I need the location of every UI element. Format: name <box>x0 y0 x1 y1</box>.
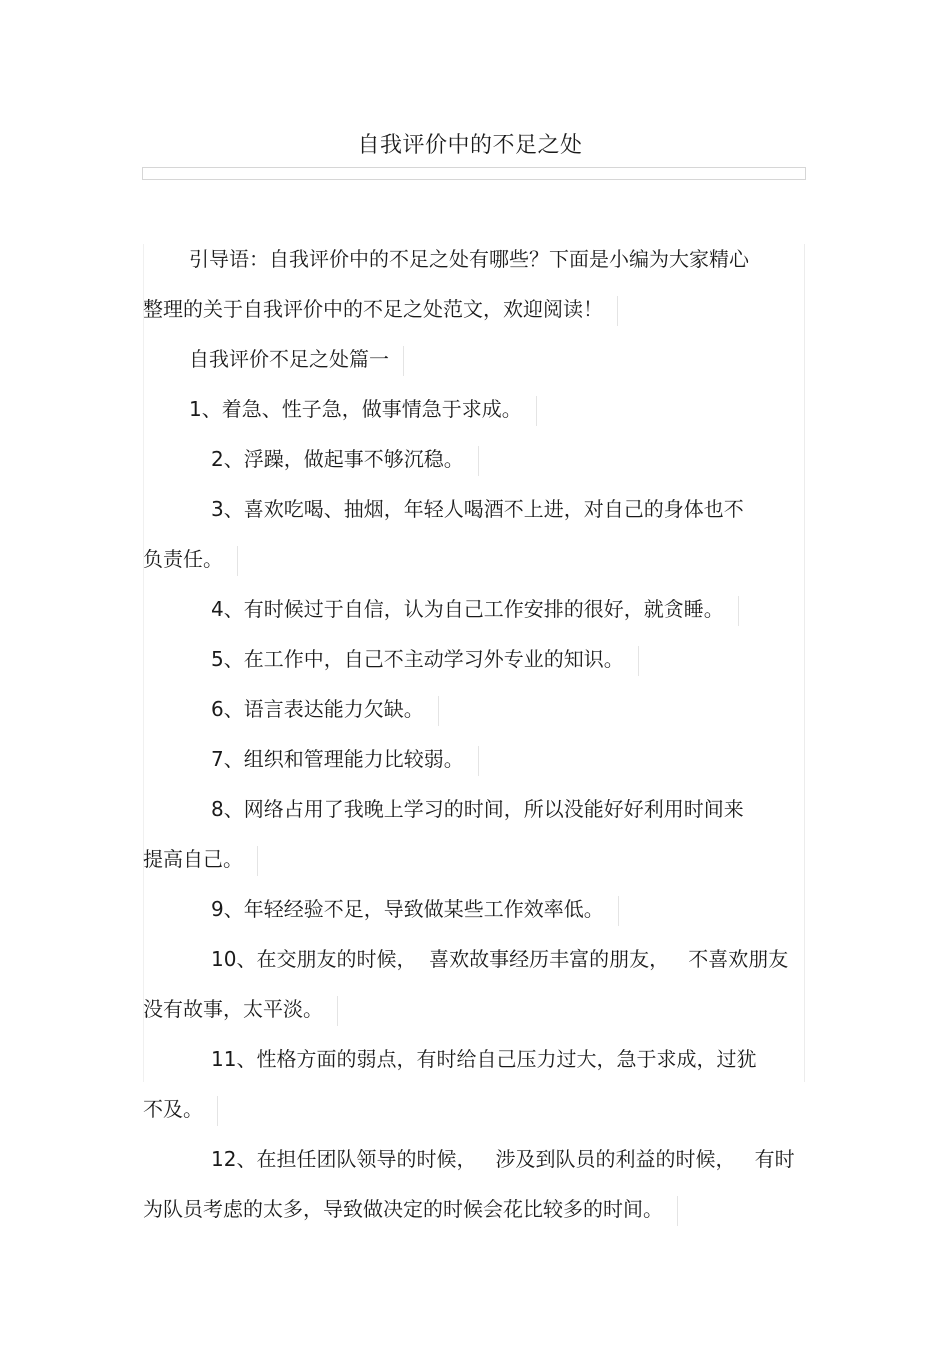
section-heading-text: 自我评价不足之处篇一 <box>189 347 389 371</box>
list-item <box>143 1034 806 1134</box>
list-item-text: 3、喜欢吃喝、抽烟，年轻人喝酒不上进，对自己的身体也不 <box>211 497 744 521</box>
document-title: 自我评价中的不足之处 <box>357 133 583 158</box>
intro-line-2: 整理的关于自我评价中的不足之处范文，欢迎阅读！ <box>143 297 603 321</box>
list-item-text: 2、浮躁，做起事不够沉稳。 <box>211 447 464 471</box>
list-item <box>143 484 806 584</box>
list-item-text: 4、有时候过于自信，认为自己工作安排的很好，就贪睡。 <box>211 597 724 621</box>
list-item <box>143 384 806 434</box>
list-item <box>143 1134 806 1234</box>
title-divider <box>142 167 806 180</box>
list-item <box>143 584 806 634</box>
list-item-text: 8、网络占用了我晚上学习的时间，所以没能好好利用时间来 <box>211 797 744 821</box>
list-item <box>143 784 806 884</box>
list-item <box>143 434 806 484</box>
list-item-text: 12、在担任团队领导的时候， 涉及到队员的利益的时候， 有时 <box>211 1147 795 1171</box>
list-item-text: 9、年轻经验不足，导致做某些工作效率低。 <box>211 897 604 921</box>
list-item <box>143 684 806 734</box>
list-item-text: 11、性格方面的弱点，有时给自己压力过大，急于求成，过犹 <box>211 1047 757 1071</box>
list-item-text: 6、语言表达能力欠缺。 <box>211 697 424 721</box>
document-body <box>143 234 806 1234</box>
list-item-text: 10、在交朋友的时候， 喜欢故事经历丰富的朋友， 不喜欢朋友 <box>211 947 789 971</box>
list-item <box>143 884 806 934</box>
list-item-continuation: 为队员考虑的太多，导致做决定的时候会花比较多的时间。 <box>143 1197 663 1221</box>
list-item-continuation: 没有故事，太平淡。 <box>143 997 323 1021</box>
list-item <box>143 734 806 784</box>
list-item <box>143 634 806 684</box>
list-item-continuation: 提高自己。 <box>143 847 243 871</box>
list-item-text: 5、在工作中，自己不主动学习外专业的知识。 <box>211 647 624 671</box>
section-heading <box>143 334 806 384</box>
intro-paragraph <box>143 234 806 334</box>
list-item <box>143 934 806 1034</box>
list-item-continuation: 不及。 <box>143 1097 203 1121</box>
list-item-continuation: 负责任。 <box>143 547 223 571</box>
intro-line-1: 引导语：自我评价中的不足之处有哪些？下面是小编为大家精心 <box>189 247 749 271</box>
list-item-text: 1、着急、性子急，做事情急于求成。 <box>189 397 522 421</box>
list-item-text: 7、组织和管理能力比较弱。 <box>211 747 464 771</box>
